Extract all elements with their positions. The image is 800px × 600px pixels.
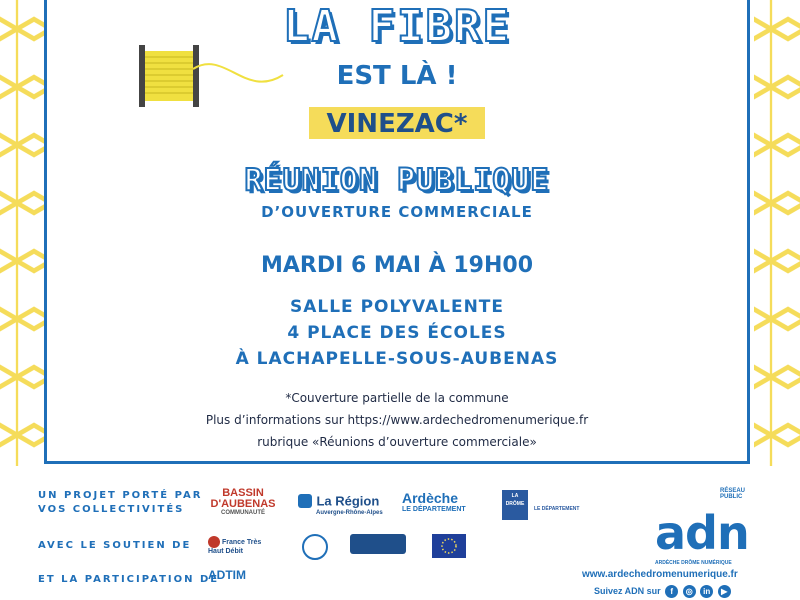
headline-est-la: EST LÀ !: [336, 61, 458, 91]
region-icon: [298, 494, 312, 508]
town-name: VINEZAC*: [309, 107, 486, 139]
event-subtitle: D’OUVERTURE COMMERCIALE: [261, 203, 533, 221]
label-project-1: UN PROJET PORTÉ PAR: [38, 490, 203, 501]
logo-bassin-sub: COMMUNAUTÉ: [221, 510, 265, 516]
more-info-note: Plus d’informations sur https://www.ardechedromenumerique.fr: [205, 413, 589, 427]
youtube-icon[interactable]: ▶: [718, 585, 731, 598]
region-partner-logo: [350, 534, 406, 554]
website-link[interactable]: www.ardechedromenumerique.fr: [582, 569, 738, 580]
venue-line-3: À LACHAPELLE-SOUS-AUBENAS: [235, 349, 559, 369]
logo-bassin-text: BASSIN D'AUBENAS: [210, 487, 276, 510]
linkedin-icon[interactable]: in: [700, 585, 713, 598]
section-note: rubrique «Réunions d’ouverture commerciale»: [257, 435, 537, 449]
honeycomb-pattern-right: [754, 0, 800, 466]
event-title: RÉUNION PUBLIQUE: [244, 163, 550, 198]
logo-region-sub: Auvergne-Rhône-Alpes: [316, 510, 383, 516]
logo-france-text: France Très Haut Débit: [208, 538, 262, 555]
eu-stars-icon: [432, 534, 466, 558]
logo-region-text: La Région: [316, 493, 380, 509]
logo-drome-sub: LE DÉPARTEMENT: [534, 506, 580, 512]
venue-line-2: 4 PLACE DES ÉCOLES: [287, 323, 507, 343]
logo-drome: [502, 490, 528, 520]
logo-france-thd: [208, 536, 268, 556]
adn-top-label: RÉSEAU PUBLIC: [720, 488, 746, 500]
coverage-note: *Couverture partielle de la commune: [285, 391, 509, 405]
republic-seal-icon: [302, 534, 328, 560]
adn-sub-label: ARDÈCHE DRÔME NUMÉRIQUE: [655, 560, 732, 566]
footer: [0, 466, 800, 600]
main-panel: [44, 0, 750, 464]
label-participation: ET LA PARTICIPATION DE: [38, 574, 220, 585]
adn-logo: adn: [655, 506, 749, 560]
logo-adtim: [208, 566, 246, 584]
follow-adn: [594, 585, 731, 598]
label-project-2: VOS COLLECTIVITÉS: [38, 504, 185, 515]
follow-label: Suivez ADN sur: [594, 586, 661, 596]
headline-fibre: LA FIBRE: [283, 1, 511, 52]
facebook-icon[interactable]: f: [665, 585, 678, 598]
label-support: AVEC LE SOUTIEN DE: [38, 540, 192, 551]
venue-line-1: SALLE POLYVALENTE: [289, 297, 505, 317]
event-date: MARDI 6 MAI À 19H00: [260, 253, 534, 278]
logo-drome-text: LA DRÔME: [505, 493, 525, 507]
logo-ardeche-text: Ardèche: [402, 490, 459, 506]
logo-region: [298, 492, 383, 516]
town-banner: [47, 107, 747, 139]
france-thd-icon: [208, 536, 220, 548]
eu-flag-icon: [432, 534, 466, 558]
logo-bassin-aubenas: [208, 488, 278, 516]
logo-ardeche: [402, 490, 466, 513]
logo-ardeche-sub: LE DÉPARTEMENT: [402, 506, 466, 513]
instagram-icon[interactable]: ◎: [683, 585, 696, 598]
logo-adtim-text: ADTIM: [208, 568, 246, 582]
honeycomb-pattern-left: [0, 0, 46, 466]
